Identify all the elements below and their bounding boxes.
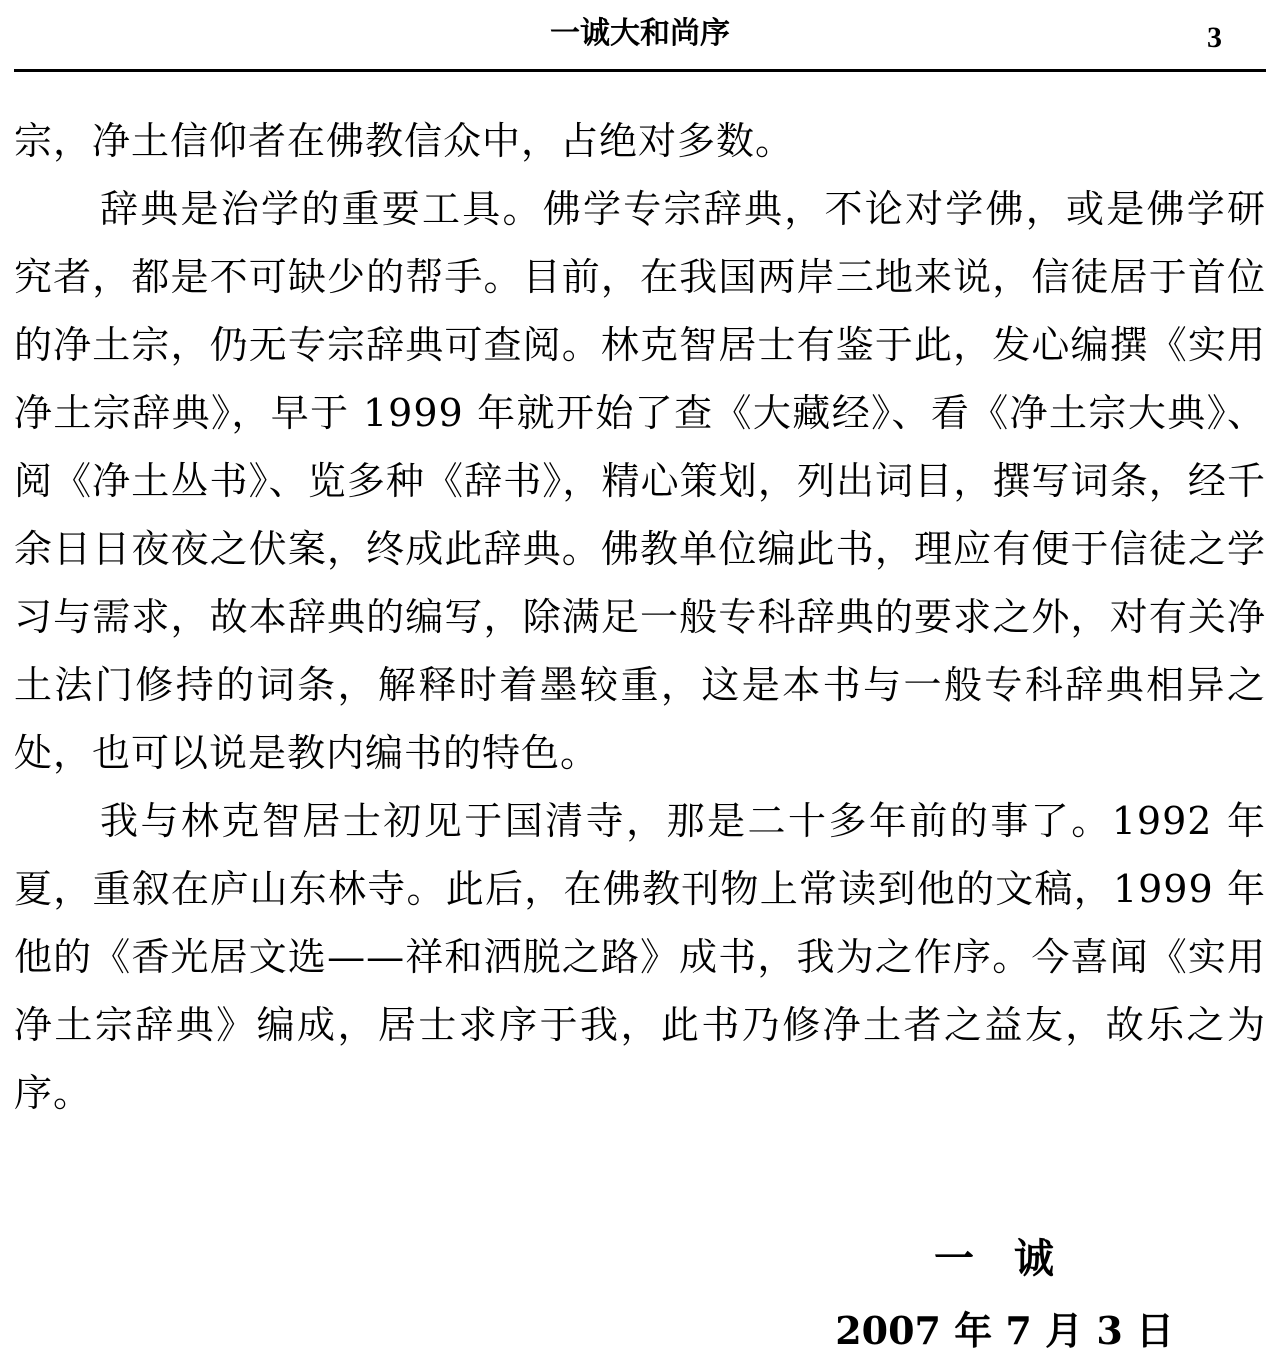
running-header: [14, 0, 1266, 72]
paragraph-continued: 宗，净土信仰者在佛教信众中，占绝对多数。: [14, 119, 795, 163]
paragraph-acquaintance: 我与林克智居士初见于国清寺，那是二十多年前的事了。1992 年夏，重叙在庐山东林寺。此后，在佛教刊物上常读到他的文稿，1999 年他的《香光居文选——祥和洒脱之路》成书，我为之作序。今喜闻《实用净土宗辞典》编成，居士求序于我，此书乃修净土者之益友，故乐之为序。: [14, 799, 1266, 1115]
page-number: 3: [1207, 21, 1222, 54]
paragraph-dictionary: 辞典是治学的重要工具。佛学专宗辞典，不论对学佛，或是佛学研究者，都是不可缺少的帮手。目前，在我国两岸三地来说，信徒居于首位的净土宗，仍无专宗辞典可查阅。林克智居士有鉴于此，发心编撰《实用净土宗辞典》，早于 1999 年就开始了查《大藏经》、看《净土宗大典》、阅《净土丛书》、览多种《辞书》，精心策划，列出词目，撰写词条，经千余日日夜夜之伏案，终成此辞典。佛教单位编此书，理应有便于信徒之学习与需求，故本辞典的编写，除满足一般专科辞典的要求之外，对有关净土法门修持的词条，解释时着墨较重，这是本书与一般专科辞典相异之处，也可以说是教内编书的特色。: [14, 187, 1266, 775]
signature-name: 一诚: [934, 1235, 1094, 1282]
signature-date: 2007 年 7 月 3 日: [835, 1308, 1174, 1353]
preface-body: [14, 107, 1266, 1127]
running-title: 一诚大和尚序: [550, 16, 730, 51]
